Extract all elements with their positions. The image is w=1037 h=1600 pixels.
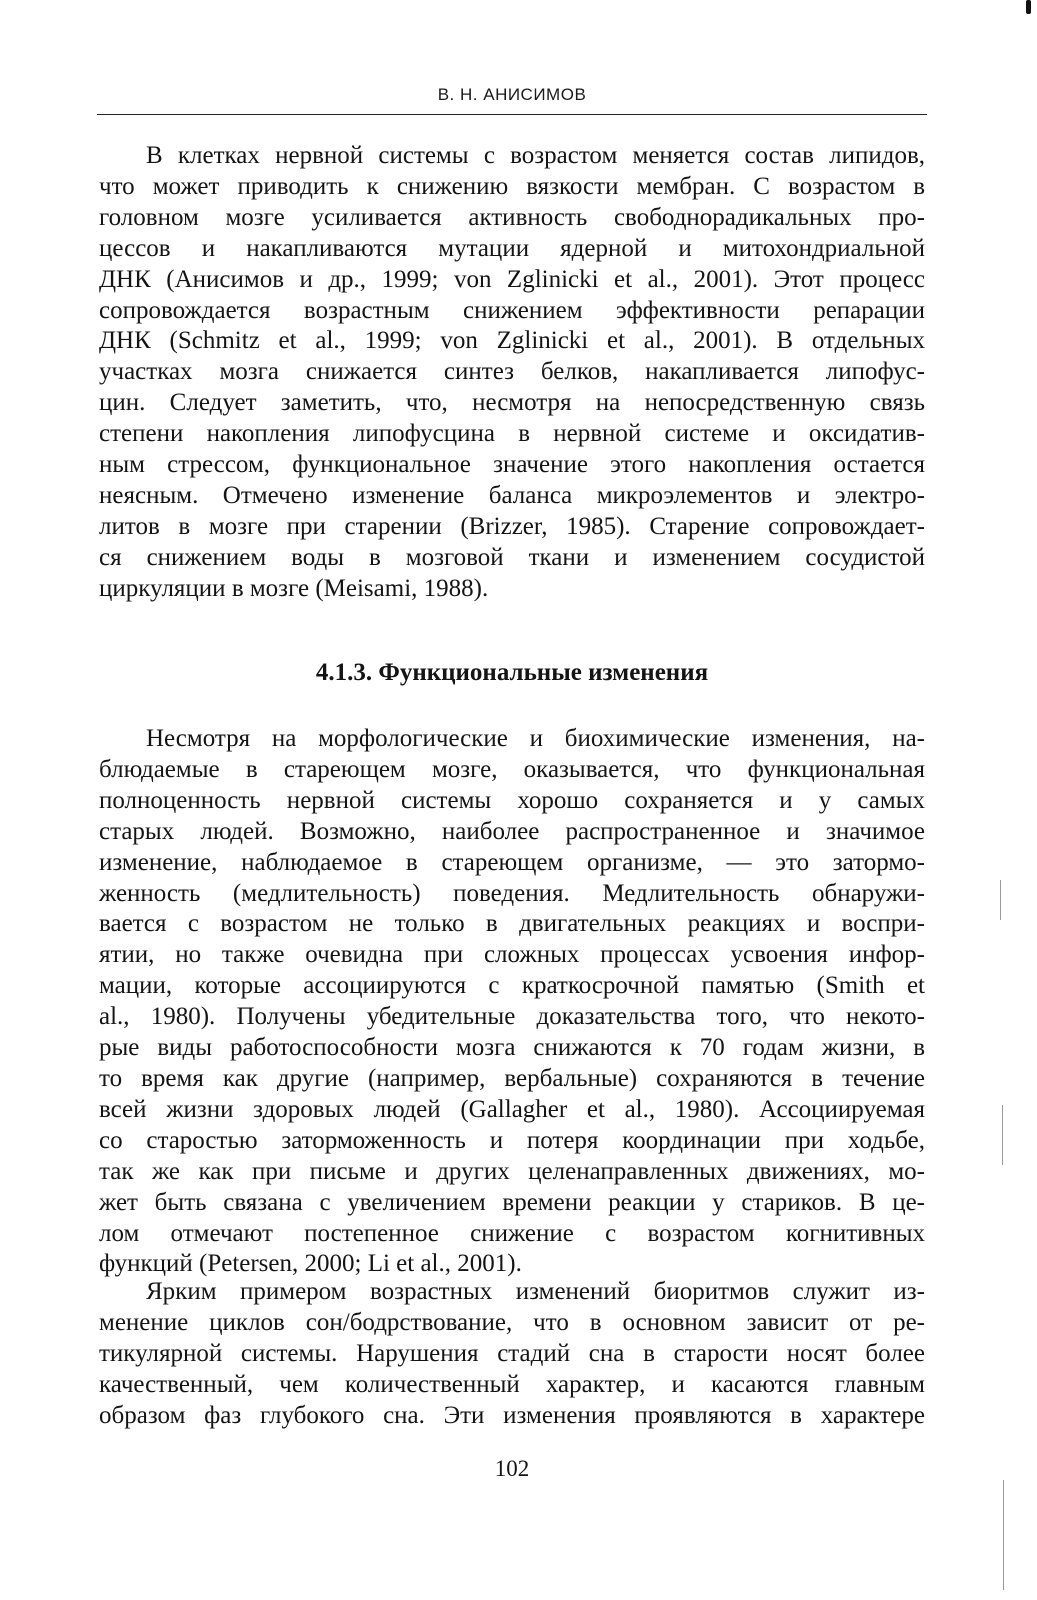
text-line: вается с возрастом не только в двигательных реакциях и воспри- [99,910,925,938]
text-line: ся снижением воды в мозговой ткани и изменением сосудистой [99,543,925,571]
text-line: блюдаемые в стареющем мозге, оказывается, что функциональная [99,755,925,783]
text-line: степени накопления липофусцина в нервной системе и оксидатив- [99,420,925,448]
text-line: циркуляции в мозге (Meisami, 1988). [99,574,489,602]
text-line: сопровождается возрастным снижением эффективности репарации [99,296,925,324]
text-line: то время как другие (например, вербальные) сохраняются в течение [99,1064,925,1092]
text-line: литов в мозге при старении (Brizzer, 1985). Старение сопровождает- [99,512,925,540]
text-line: В клетках нервной системы с возрастом меняется состав липидов, [146,142,925,169]
running-head: В. Н. АНИСИМОВ [437,85,587,104]
text-line: ятии, но также очевидна при сложных процессах усвоения инфор- [99,941,925,969]
paragraph-1 [99,141,925,605]
text-line: Несмотря на морфологические и биохимические изменения, на- [146,725,925,752]
text-line: образом фаз глубокого сна. Эти изменения проявляются в характере [99,1401,925,1429]
text-line: головном мозге усиливается активность свободнорадикальных про- [99,203,925,231]
page-number: 102 [494,1456,530,1481]
text-line: цин. Следует заметить, что, несмотря на непосредственную связь [99,389,925,417]
text-line: неясным. Отмечено изменение баланса микроэлементов и электро- [99,481,925,509]
text-line: участках мозга снижается синтез белков, накапливается липофус- [99,358,925,386]
paragraph-2 [99,724,925,1280]
text-line: ным стрессом, функциональное значение этого накопления остается [99,451,925,479]
text-line: рые виды работоспособности мозга снижаются к 70 годам жизни, в [99,1034,925,1062]
text-line: со старостью заторможенность и потеря координации при ходьбе, [99,1126,925,1154]
text-line: лом отмечают постепенное снижение с возрастом когнитивных [99,1219,925,1247]
text-line: старых людей. Возможно, наиболее распространенное и значимое [99,817,925,845]
header-rule [97,114,927,115]
paragraph-3 [99,1277,925,1432]
text-line: цессов и накапливаются мутации ядерной и митохондриальной [99,234,925,262]
text-line: качественный, чем количественный характер, и касаются главным [99,1370,925,1398]
text-line: ДНК (Schmitz et al., 1999; von Zglinicki et al., 2001). В отдельных [99,327,925,355]
text-line: ДНК (Анисимов и др., 1999; von Zglinicki et al., 2001). Этот процесс [99,265,925,293]
scan-artifact [1002,1105,1003,1165]
text-line: всей жизни здоровых людей (Gallagher et al., 1980). Ассоциируемая [99,1095,925,1123]
text-line: тикулярной системы. Нарушения стадий сна в старости носят более [99,1339,925,1367]
text-line: al., 1980). Получены убедительные доказательства того, что некото- [99,1003,925,1031]
scan-artifact [1000,880,1001,920]
text-line: Ярким примером возрастных изменений биоритмов служит из- [146,1278,925,1305]
text-line: что может приводить к снижению вязкости мембран. С возрастом в [99,172,925,200]
text-line: функций (Petersen, 2000; Li et al., 2001). [99,1250,522,1278]
section-heading: 4.1.3. Функциональные изменения [315,659,709,686]
text-line: так же как при письме и других целенаправленных движениях, мо- [99,1157,925,1185]
text-line: жет быть связана с увеличением времени реакции у стариков. В це- [99,1188,925,1216]
scan-artifact [1003,1480,1004,1590]
text-line: мации, которые ассоциируются с краткосрочной памятью (Smith et [99,972,925,1000]
text-line: полноценность нервной системы хорошо сохраняется и у самых [99,786,925,814]
text-line: женность (медлительность) поведения. Медлительность обнаружи- [99,879,925,907]
text-line: изменение, наблюдаемое в стареющем организме, — это затормо- [99,848,925,876]
text-line: менение циклов сон/бодрствование, что в основном зависит от ре- [99,1308,925,1336]
scan-edge-mark [1026,0,1031,14]
